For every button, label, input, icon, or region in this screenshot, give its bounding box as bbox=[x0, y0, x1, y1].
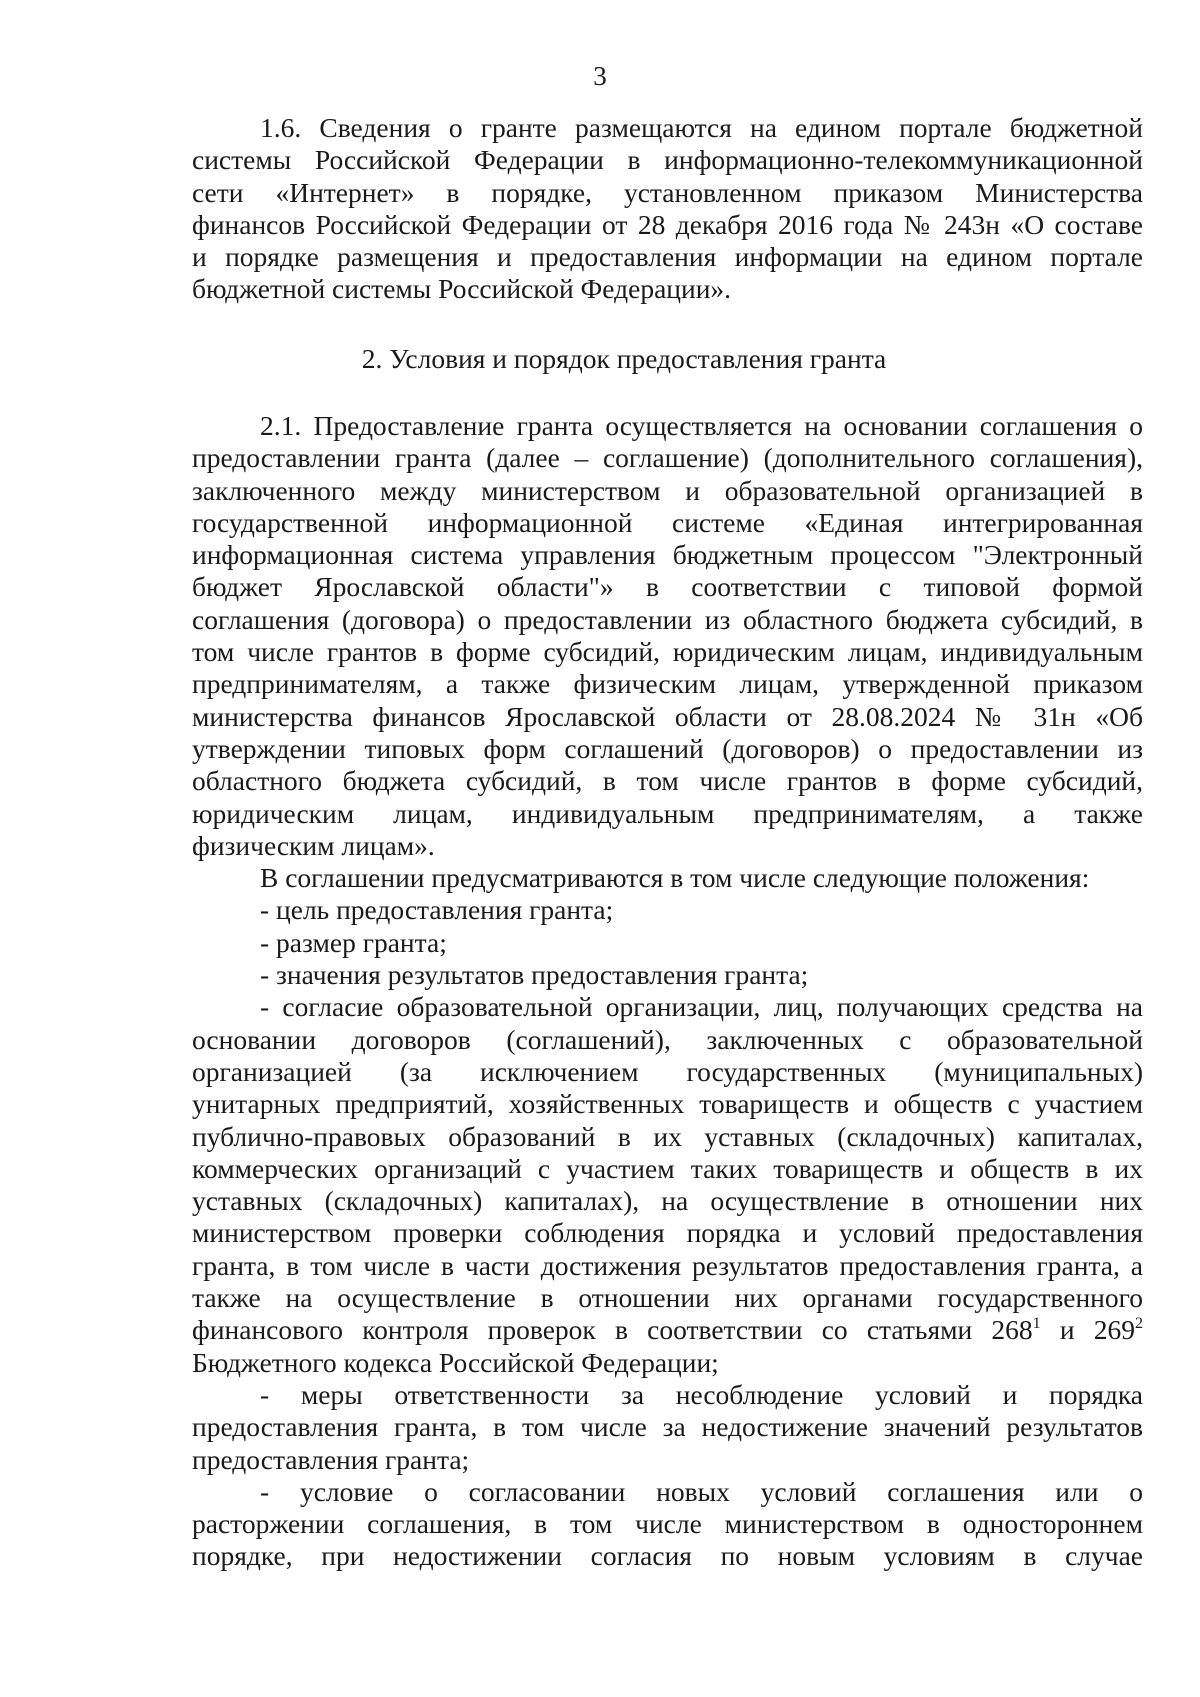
superscript: 2 bbox=[1135, 1315, 1143, 1333]
text-line: унитарных предприятий, хозяйственных товариществ и обществ с участием bbox=[192, 1088, 1143, 1120]
section-heading: 2. Условия и порядок предоставления гранта bbox=[361, 343, 887, 374]
text-line: финансов Российской Федерации от 28 декабря 2016 года № 243н «О составе bbox=[192, 208, 1143, 240]
text-line: коммерческих организаций с участием таких товариществ и обществ в их bbox=[192, 1152, 1143, 1184]
list-item-results: - значения результатов предоставления гранта; bbox=[260, 959, 809, 991]
text-line: порядке, при недостижении согласия по новым условиям в случае bbox=[192, 1540, 1143, 1572]
text-line: - меры ответственности за несоблюдение условий и порядка bbox=[260, 1378, 1143, 1410]
text-line: предоставлении гранта (далее – соглашение) (дополнительного соглашения), bbox=[192, 442, 1143, 474]
text-line: - согласие образовательной организации, лиц, получающих средства на bbox=[260, 991, 1143, 1023]
text-fragment: финансового контроля проверок в соответствии со статьями 268 bbox=[192, 1314, 1033, 1346]
text-line: Бюджетного кодекса Российской Федерации; bbox=[192, 1346, 719, 1378]
text-line: системы Российской Федерации в информационно-телекоммуникационной bbox=[192, 144, 1143, 176]
text-line: заключенного между министерством и образовательной организацией в bbox=[192, 474, 1143, 506]
text-line: - условие о согласовании новых условий соглашения или о bbox=[260, 1475, 1143, 1507]
text-line: соглашения (договора) о предоставлении из областного бюджета субсидий, в bbox=[192, 603, 1143, 635]
text-line: 1.6. Сведения о гранте размещаются на едином портале бюджетной bbox=[260, 112, 1143, 143]
text-line: также на осуществление в отношении них органами государственного bbox=[192, 1282, 1143, 1314]
provisions-intro: В соглашении предусматриваются в том числе следующие положения: bbox=[260, 862, 1090, 894]
text-line: 2.1. Предоставление гранта осуществляется на основании соглашения о bbox=[260, 410, 1143, 441]
text-line: бюджет Ярославской области"» в соответствии с типовой формой bbox=[192, 571, 1143, 603]
text-line: предоставления гранта, в том числе за недостижение значений результатов bbox=[192, 1411, 1143, 1443]
superscript: 1 bbox=[1032, 1315, 1041, 1333]
text-line: юридическим лицам, индивидуальным предпринимателям, а также bbox=[192, 797, 1143, 829]
text-line: публично-правовых образований в их уставных (складочных) капиталах, bbox=[192, 1120, 1143, 1152]
text-line: министерства финансов Ярославской области от 28.08.2024 № 31н «Об bbox=[192, 700, 1143, 732]
text-line: министерством проверки соблюдения порядка и условий предоставления bbox=[192, 1217, 1143, 1249]
text-line: государственной информационной системе «Единая интегрированная bbox=[192, 506, 1143, 538]
text-line: информационная система управления бюджетным процессом "Электронный bbox=[192, 539, 1143, 571]
text-line: том числе грантов в форме субсидий, юридическим лицам, индивидуальным bbox=[192, 636, 1143, 668]
paragraph-1-6 bbox=[192, 112, 1143, 306]
text-fragment: и 269 bbox=[1059, 1314, 1135, 1346]
text-line: уставных (складочных) капиталах), на осуществление в отношении них bbox=[192, 1185, 1143, 1217]
text-line: расторжении соглашения, в том числе министерством в одностороннем bbox=[192, 1508, 1143, 1540]
paragraph-2-1 bbox=[192, 410, 1143, 1573]
text-line: предпринимателям, а также физическим лицам, утвержденной приказом bbox=[192, 668, 1143, 700]
text-line: областного бюджета субсидий, в том числе грантов в форме субсидий, bbox=[192, 765, 1143, 797]
list-item-goal: - цель предоставления гранта; bbox=[260, 894, 614, 926]
text-line-with-footnotes bbox=[192, 1314, 1143, 1346]
text-line: и порядке размещения и предоставления информации на едином портале bbox=[192, 241, 1143, 273]
text-line: организацией (за исключением государственных (муниципальных) bbox=[192, 1055, 1143, 1087]
text-line: утверждении типовых форм соглашений (договоров) о предоставлении из bbox=[192, 732, 1143, 764]
text-line: гранта, в том числе в части достижения результатов предоставления гранта, а bbox=[192, 1249, 1143, 1281]
page-number: 3 bbox=[593, 61, 607, 91]
text-line: основании договоров (соглашений), заключенных с образовательной bbox=[192, 1023, 1143, 1055]
list-item-size: - размер гранта; bbox=[260, 926, 447, 958]
text-line: бюджетной системы Российской Федерации». bbox=[192, 273, 732, 305]
text-line: предоставления гранта; bbox=[192, 1443, 470, 1475]
text-line: сети «Интернет» в порядке, установленном приказом Министерства bbox=[192, 176, 1143, 208]
text-line: физическим лицам». bbox=[192, 829, 435, 861]
